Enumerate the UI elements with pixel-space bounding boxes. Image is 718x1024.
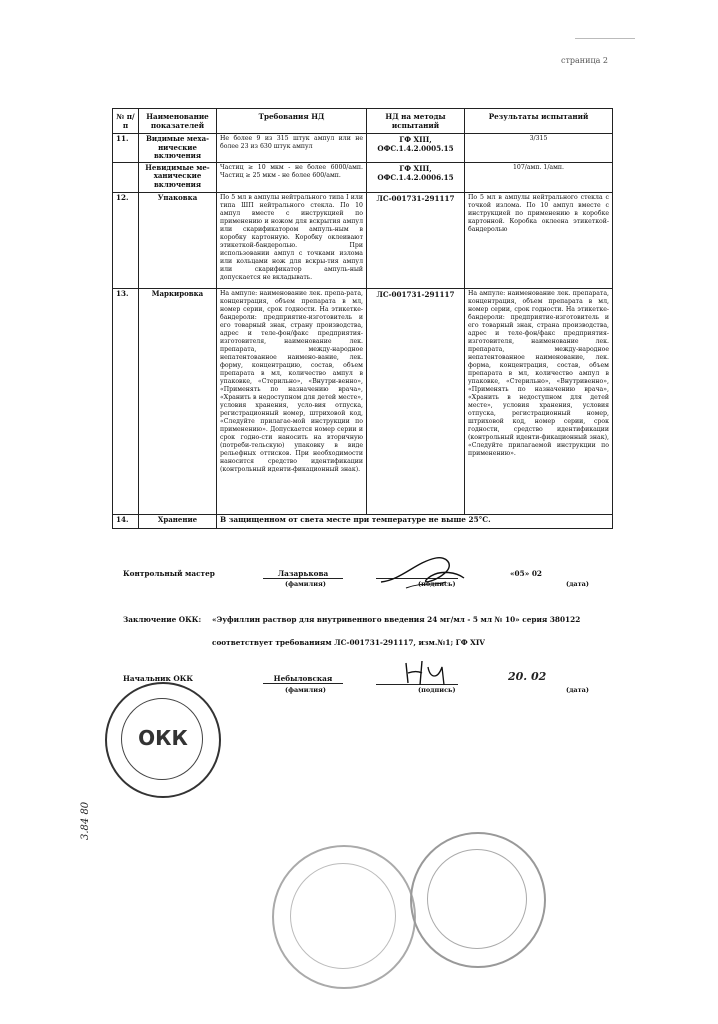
row-num: 12. (113, 192, 139, 288)
table-header-row (113, 109, 613, 134)
control-sign-caption: (подпись) (418, 580, 456, 588)
row-result: На ампуле: наименование лек. препарата, концентрация, объем препарата в мл, номер серии, срок годности. На этикетке-бандероли: предприятие-изготовитель и его товарный знак, страна производства, адрес и теле-фон/факс предприятия-изготовителя, наименование лек. препарата, между-народное непатентованное наименование, лек. форма, концентрация, состав, объем препарата в мл, количество ампул в упаковке, «Стерильно», «Внутривенно», «Применять по назначению врача», «Хранить в недоступном для детей месте», условия хранения, условия отпуска, регистрационный номер, штриховой код, номер серии, срок годности, средство идентификации (контрольный иденти-фикационный знак), «Следуйте прилагаемой инструкции по применению». (465, 288, 613, 514)
row-result: 3/315 (465, 134, 613, 163)
table-row (113, 288, 613, 514)
row-num: 14. (113, 514, 139, 528)
bottom-stamp-left (272, 845, 416, 989)
conclusion-text-2: соответствует требованиям ЛС-001731-291117, изм.№1; ГФ XIV (212, 638, 485, 647)
row-nd: ЛС-001731-291117 (367, 192, 465, 288)
header-num: № п/п (113, 109, 139, 134)
row-name: Невидимые ме-ханические включения (139, 162, 217, 192)
header-req: Требования НД (217, 109, 367, 134)
table-row (113, 134, 613, 163)
header-result: Результаты испытаний (465, 109, 613, 134)
bottom-stamp-right (410, 832, 546, 968)
header-name: Наименование показателей (139, 109, 217, 134)
table-row (113, 514, 613, 528)
row-num (113, 162, 139, 192)
page-label: страница 2 (560, 56, 608, 65)
head-sign-caption: (подпись) (418, 686, 456, 694)
head-name-caption: (фамилия) (285, 686, 326, 694)
head-label: Начальник ОКК (123, 674, 193, 683)
row-req: Не более 9 из 315 штук ампул или не более 23 из 630 штук ампул (217, 134, 367, 163)
table-row (113, 162, 613, 192)
row-num: 11. (113, 134, 139, 163)
control-date-caption: (дата) (566, 580, 589, 588)
row-name: Маркировка (139, 288, 217, 514)
row-nd: ГФ XIII, ОФС.1.4.2.0005.15 (367, 134, 465, 163)
margin-note: 3.84 80 (80, 801, 91, 840)
row-nd: ЛС-001731-291117 (367, 288, 465, 514)
control-date: «05» 02 (510, 569, 542, 578)
conclusion-text: «Эуфиллин раствор для внутривенного введения 24 мг/мл - 5 мл № 10» серия 380122 (212, 615, 581, 624)
row-name: Упаковка (139, 192, 217, 288)
head-date-caption: (дата) (566, 686, 589, 694)
row-name: Хранение (139, 514, 217, 528)
control-signature (376, 552, 466, 592)
row-req: Частиц ≥ 10 мкм - не более 6000/амп. Частиц ≥ 25 мкм - не более 600/амп. (217, 162, 367, 192)
table-row (113, 192, 613, 288)
stamp-text: ОКК (138, 726, 188, 750)
row-num: 13. (113, 288, 139, 514)
head-date: 20. 02 (508, 670, 547, 683)
row-result: 107/амп. 1/амп. (465, 162, 613, 192)
okk-stamp (105, 682, 221, 798)
head-name: Небыловская (263, 674, 343, 684)
head-signature (400, 657, 470, 689)
scan-mark (575, 38, 635, 49)
conclusion-label: Заключение ОКК: (123, 615, 202, 624)
row-nd: ГФ XIII, ОФС.1.4.2.0006.15 (367, 162, 465, 192)
spec-table (112, 108, 613, 529)
row-req: По 5 мл в ампулы нейтрального типа I или типа ШП нейтрального стекла. По 10 ампул вместе с инструкцией по применению и ножом для вскрытия ампул или скарификатором ампуль-ным в коробку картонную. Коробку оклеивают этикеткой-бандеролью. При использовании ампул с точками излома или кольцами нож для вскры-тия ампул или скарификатор ампуль-ный допускается не вкладывать. (217, 192, 367, 288)
row-req: В защищенном от света месте при температуре не выше 25°С. (217, 514, 613, 528)
header-nd: НД на методы испытаний (367, 109, 465, 134)
control-label: Контрольный мастер (123, 569, 215, 578)
row-name: Видимые меха-нические включения (139, 134, 217, 163)
control-name-caption: (фамилия) (285, 580, 326, 588)
row-result: По 5 мл в ампулы нейтрального стекла с точкой излома. По 10 ампул вместе с инструкцией по применению в коробке картонной. Коробка оклеена этикеткой-бандеролью (465, 192, 613, 288)
control-name: Лазарькова (263, 569, 343, 579)
row-req: На ампуле: наименование лек. препа-рата, концентрация, объем препарата в мл, номер серии, срок годности. На этикетке-бандероли: предприятие-изготовитель и его товарный знак, страну производства, адрес и теле-фон/факс предприятия-изготовителя, наименование лек. препарата, между-народное непатентованное наимено-вание, лек. форму, концентрацию, состав, объем препарата в мл, количество ампул в упаковке, «Стерильно», «Внутри-венно», «Применять по назначению врача», «Хранить в недоступном для детей месте», условия хранения, усло-вия отпуска, регистрационный номер, штриховой код, «Следуйте прилагае-мой инструкции по применению». Допускается номер серии и срок годно-сти наносить на вторичную (потреби-тельскую) упаковку в виде рельефных оттисков. При необходимости наносится средство идентификации (контрольный иденти-фикационный знак). (217, 288, 367, 514)
